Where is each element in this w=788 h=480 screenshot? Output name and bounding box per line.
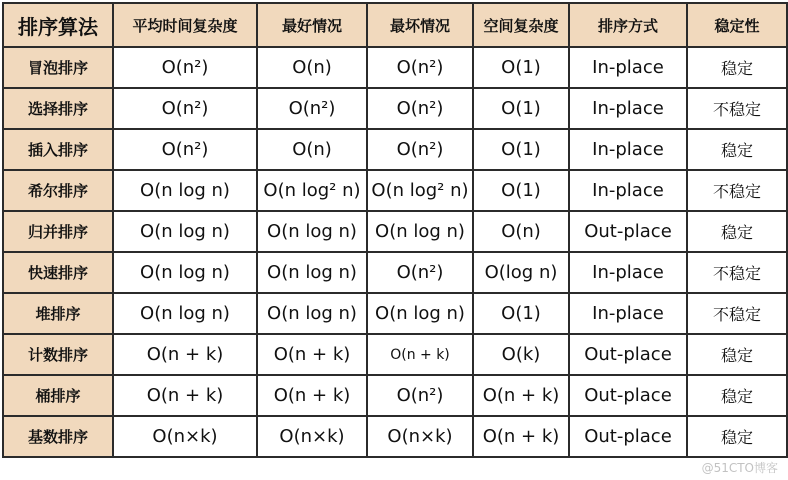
cell-worst-case: O(n + k) — [367, 334, 473, 375]
cell-worst-case: O(n²) — [367, 88, 473, 129]
cell-worst-case: O(n×k) — [367, 416, 473, 457]
cell-sort-method: Out-place — [569, 375, 687, 416]
cell-algorithm-name: 基数排序 — [3, 416, 113, 457]
cell-space: O(log n) — [473, 252, 569, 293]
table-row — [3, 211, 787, 252]
cell-best-case: O(n) — [257, 129, 367, 170]
sorting-complexity-table — [2, 2, 788, 458]
cell-sort-method: In-place — [569, 88, 687, 129]
cell-average-time: O(n²) — [113, 129, 257, 170]
table-row — [3, 375, 787, 416]
cell-space: O(1) — [473, 88, 569, 129]
cell-worst-case: O(n log n) — [367, 211, 473, 252]
table-row — [3, 88, 787, 129]
cell-best-case: O(n log n) — [257, 293, 367, 334]
cell-sort-method: In-place — [569, 129, 687, 170]
cell-sort-method: In-place — [569, 293, 687, 334]
cell-average-time: O(n²) — [113, 88, 257, 129]
cell-space: O(n + k) — [473, 375, 569, 416]
cell-average-time: O(n + k) — [113, 375, 257, 416]
cell-sort-method: In-place — [569, 47, 687, 88]
cell-best-case: O(n log n) — [257, 211, 367, 252]
cell-average-time: O(n log n) — [113, 211, 257, 252]
header-stability: 稳定性 — [687, 3, 787, 47]
table-row — [3, 129, 787, 170]
cell-space: O(n) — [473, 211, 569, 252]
cell-worst-case: O(n²) — [367, 252, 473, 293]
cell-worst-case: O(n log² n) — [367, 170, 473, 211]
cell-algorithm-name: 计数排序 — [3, 334, 113, 375]
table-body — [3, 47, 787, 457]
cell-algorithm-name: 堆排序 — [3, 293, 113, 334]
cell-average-time: O(n log n) — [113, 252, 257, 293]
header-sort-method: 排序方式 — [569, 3, 687, 47]
cell-space: O(1) — [473, 129, 569, 170]
cell-space: O(1) — [473, 293, 569, 334]
cell-algorithm-name: 插入排序 — [3, 129, 113, 170]
table-row — [3, 293, 787, 334]
cell-stability: 稳定 — [687, 47, 787, 88]
cell-stability: 不稳定 — [687, 293, 787, 334]
cell-worst-case: O(n²) — [367, 375, 473, 416]
cell-sort-method: In-place — [569, 252, 687, 293]
cell-stability: 稳定 — [687, 334, 787, 375]
cell-sort-method: Out-place — [569, 416, 687, 457]
cell-best-case: O(n²) — [257, 88, 367, 129]
cell-best-case: O(n + k) — [257, 375, 367, 416]
cell-best-case: O(n + k) — [257, 334, 367, 375]
header-row — [3, 3, 787, 47]
cell-stability: 稳定 — [687, 129, 787, 170]
cell-algorithm-name: 选择排序 — [3, 88, 113, 129]
table-row — [3, 334, 787, 375]
table-row — [3, 170, 787, 211]
cell-average-time: O(n log n) — [113, 170, 257, 211]
cell-best-case: O(n) — [257, 47, 367, 88]
cell-algorithm-name: 冒泡排序 — [3, 47, 113, 88]
cell-stability: 稳定 — [687, 211, 787, 252]
cell-best-case: O(n log n) — [257, 252, 367, 293]
cell-space: O(n + k) — [473, 416, 569, 457]
header-worst-case: 最坏情况 — [367, 3, 473, 47]
cell-space: O(1) — [473, 170, 569, 211]
cell-space: O(1) — [473, 47, 569, 88]
cell-space: O(k) — [473, 334, 569, 375]
table-row — [3, 47, 787, 88]
table-row — [3, 416, 787, 457]
cell-stability: 不稳定 — [687, 252, 787, 293]
cell-average-time: O(n²) — [113, 47, 257, 88]
cell-sort-method: Out-place — [569, 334, 687, 375]
cell-worst-case: O(n log n) — [367, 293, 473, 334]
cell-worst-case: O(n²) — [367, 47, 473, 88]
cell-sort-method: Out-place — [569, 211, 687, 252]
header-average-time: 平均时间复杂度 — [113, 3, 257, 47]
cell-average-time: O(n log n) — [113, 293, 257, 334]
cell-average-time: O(n×k) — [113, 416, 257, 457]
cell-best-case: O(n log² n) — [257, 170, 367, 211]
cell-best-case: O(n×k) — [257, 416, 367, 457]
header-space: 空间复杂度 — [473, 3, 569, 47]
cell-stability: 稳定 — [687, 375, 787, 416]
cell-stability: 稳定 — [687, 416, 787, 457]
header-best-case: 最好情况 — [257, 3, 367, 47]
cell-algorithm-name: 快速排序 — [3, 252, 113, 293]
cell-algorithm-name: 归并排序 — [3, 211, 113, 252]
cell-sort-method: In-place — [569, 170, 687, 211]
cell-stability: 不稳定 — [687, 170, 787, 211]
cell-stability: 不稳定 — [687, 88, 787, 129]
cell-algorithm-name: 桶排序 — [3, 375, 113, 416]
cell-worst-case: O(n²) — [367, 129, 473, 170]
header-algorithm: 排序算法 — [3, 3, 113, 47]
cell-average-time: O(n + k) — [113, 334, 257, 375]
cell-algorithm-name: 希尔排序 — [3, 170, 113, 211]
table-row — [3, 252, 787, 293]
watermark: @51CTO博客 — [701, 461, 778, 475]
